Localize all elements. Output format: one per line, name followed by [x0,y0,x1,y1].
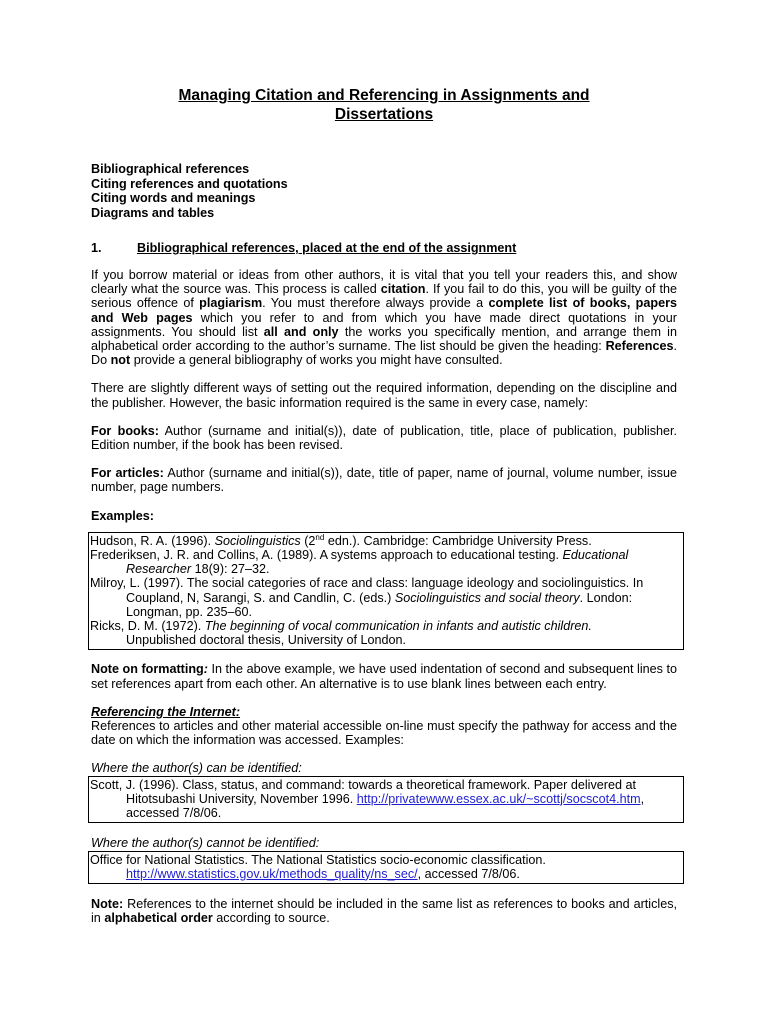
reference-entry: Ricks, D. M. (1972). The beginning of vocal communication in infants and autistic children. Unpublished doctoral thesis, University of London. [90,619,592,648]
intro-paragraph: If you borrow material or ideas from other authors, it is vital that you tell your readers this, and show clearly what the source was. This process is called citation. If you fail to do this, you will be guilty of the serious offence of plagiarism. You must therefore always provide a complete list of books, papers and Web pages which you refer to and from which you have made direct quotations in your assignments. You should list all and only the works you specifically mention, and arrange them in alphabetical order according to the author’s surname. The list should be given the heading: References. Do not provide a general bibliography of works you might have consulted. [91,268,677,368]
document-page [91,86,677,925]
examples-box [88,532,684,651]
reference-entry: Frederiksen, J. R. and Collins, A. (1989). A systems approach to educational testing. Educational Researcher 18(9): 27–32. [90,548,629,577]
internet-heading: Referencing the Internet: [91,704,241,719]
internet-paragraph: References to articles and other material accessible on-line must specify the pathway for access and the date on which the information was accessed. Examples: [91,719,677,748]
ons-url-link[interactable]: http://www.statistics.gov.uk/methods_quality/ns_sec/ [126,866,418,881]
toc-item: Bibliographical references [91,162,250,176]
books-paragraph: For books: Author (surname and initial(s)), date of publication, title, place of publication, publisher. Edition number, if the book has been revised. [91,423,677,453]
formatting-note-label: Note on formatting [91,662,204,677]
toc-item: Diagrams and tables [91,205,215,220]
articles-label: For articles: [91,466,164,481]
section-title: Bibliographical references, placed at the end of the assignment [137,241,517,255]
internet-example-1: Scott, J. (1996). Class, status, and command: towards a theoretical framework. Paper delivered at Hitotsubashi University, November 1996. http://privatewww.essex.ac.uk/~scottj/socscot4.htm, accessed 7/8/06. [88,776,684,824]
formatting-note: Note on formatting: In the above example, we have used indentation of second and subsequent lines to set references apart from each other. An alternative is to use blank lines between each entry. [91,662,677,691]
section-heading [91,241,677,255]
basic-info-paragraph: There are slightly different ways of setting out the required information, depending on the discipline and the publisher. However, the basic information required is the same in every case, namely: [91,381,677,410]
title-line-1: Managing Citation and Referencing in Assignments and [178,87,590,104]
case2-label: Where the author(s) cannot be identified: [91,836,320,851]
books-label: For books: [91,423,159,438]
scott-url-link[interactable]: http://privatewww.essex.ac.uk/~scottj/socscot4.htm [356,791,641,806]
reference-entry: Hudson, R. A. (1996). Sociolinguistics (2nd edn.). Cambridge: Cambridge University Press. [90,532,592,548]
toc-item: Citing references and quotations [91,176,288,191]
final-note: Note: References to the internet should be included in the same list as references to books and articles, in alphabetical order according to source. [91,896,677,926]
examples-label: Examples: [91,508,154,523]
table-of-contents [91,162,677,220]
reference-entry: Milroy, L. (1997). The social categories of race and class: language ideology and sociolinguistics. In Coupland, N, Sarangi, S. and Candlin, C. (eds.) Sociolinguistics and social theory. London: Longman, pp. 235–60. [90,576,644,619]
toc-item: Citing words and meanings [91,191,256,205]
case1-label: Where the author(s) can be identified: [91,761,302,776]
document-title [91,86,677,124]
section-number: 1. [91,241,102,255]
internet-example-2: Office for National Statistics. The National Statistics socio-economic classification. http://www.statistics.gov.uk/methods_quality/ns_sec/, accessed 7/8/06. [88,851,684,884]
title-line-2: Dissertations [334,106,434,123]
articles-paragraph: For articles: Author (surname and initial(s)), date, title of paper, name of journal, volume number, issue number, page numbers. [91,466,677,495]
final-note-label: Note: [91,896,124,911]
